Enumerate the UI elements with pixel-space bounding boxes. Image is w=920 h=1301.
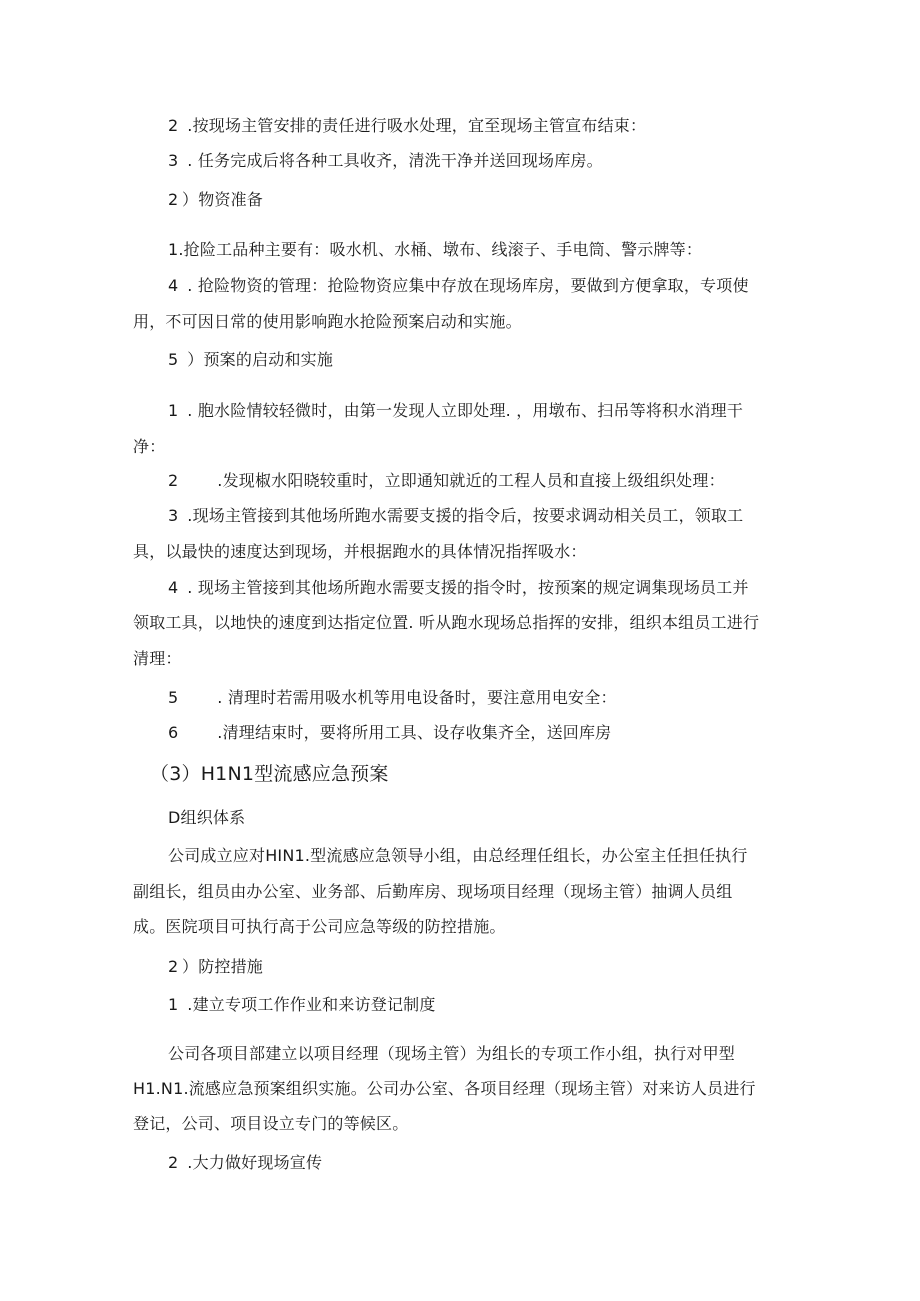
doc-line <box>168 688 828 708</box>
line-text: （3）H1N1型流感应急预案 <box>150 763 389 785</box>
line-text: ）防控措施 <box>182 957 264 976</box>
item-number: 6 <box>168 723 179 742</box>
doc-line-continuation <box>133 312 793 332</box>
section-heading <box>168 808 828 828</box>
line-text: H1.N1.流感应急预案组织实施。公司办公室、各项目经理（现场主管）对来访人员进行 <box>133 1079 756 1098</box>
doc-line <box>168 578 828 598</box>
doc-line-continuation <box>133 613 793 633</box>
section-heading <box>168 350 828 370</box>
item-number: 1 <box>168 995 179 1014</box>
line-text: 登记，公司、项目设立专门的等候区。 <box>133 1114 409 1133</box>
line-text: . 清理时若需用吸水机等用电设备时，要注意用电安全： <box>212 688 617 707</box>
line-text: ）物资准备 <box>182 190 264 209</box>
doc-line <box>168 276 828 296</box>
doc-line-continuation <box>133 882 793 902</box>
item-number: 3 <box>168 151 179 170</box>
section-heading <box>168 957 828 977</box>
line-text: 公司各项目部建立以项目经理（现场主管）为组长的专项工作小组，执行对甲型 <box>168 1044 736 1063</box>
doc-line <box>168 995 828 1015</box>
doc-line <box>168 240 828 260</box>
doc-line-continuation <box>133 437 793 457</box>
doc-line <box>168 116 828 136</box>
line-text: . 任务完成后将各种工具收齐，清洗干净并送回现场库房。 <box>182 151 603 170</box>
section-heading <box>168 190 828 210</box>
doc-line <box>168 846 828 866</box>
line-text: .抢险工品种主要有：吸水机、水桶、墩布、线滚子、手电筒、警示牌等： <box>178 240 703 259</box>
doc-line-continuation <box>133 542 793 562</box>
line-text: . 抢险物资的管理：抢险物资应集中存放在现场库房，要做到方便拿取，专项使 <box>182 276 749 295</box>
item-number: 2 <box>168 190 179 209</box>
doc-line-continuation <box>133 649 793 669</box>
line-text: . 胞水险情较轻微时，由第一发现人立即处理. ，用墩布、扫吊等将积水消理干 <box>182 401 744 420</box>
section-title <box>150 764 810 784</box>
item-number: 3 <box>168 506 179 525</box>
doc-line <box>168 151 828 171</box>
line-text: 净： <box>133 437 166 456</box>
line-text: 公司成立应对HIN1.型流感应急领导小组，由总经理任组长，办公室主任担任执行 <box>168 846 748 865</box>
line-text: 领取工具，以地快的速度到达指定位置. 听从跑水现场总指挥的安排，组织本组员工进行 <box>133 613 760 632</box>
line-text: .清理结束时，要将所用工具、设存收集齐全，送回库房 <box>212 723 612 742</box>
item-number: 2 <box>168 957 179 976</box>
doc-line <box>168 506 828 526</box>
doc-line <box>168 401 828 421</box>
item-number: 5 <box>168 350 179 369</box>
item-number: 4 <box>168 578 179 597</box>
item-number: 2 <box>168 1153 179 1172</box>
line-text: .按现场主管安排的责任进行吸水处理，宜至现场主管宣布结束： <box>182 116 647 135</box>
item-number: 2 <box>168 471 179 490</box>
item-number: 5 <box>168 688 179 707</box>
line-text: .建立专项工作作业和来访登记制度 <box>182 995 436 1014</box>
doc-line <box>168 723 828 743</box>
line-text: D组织体系 <box>168 808 246 827</box>
line-text: 具，以最快的速度达到现场，并根据跑水的具体情况指挥吸水： <box>133 542 587 561</box>
line-text: . 现场主管接到其他场所跑水需要支援的指令时，按预案的规定调集现场员工并 <box>182 578 749 597</box>
line-text: ）预案的启动和实施 <box>182 350 334 369</box>
item-number: 4 <box>168 276 179 295</box>
doc-line-continuation <box>133 1114 793 1134</box>
line-text: 副组长，组员由办公室、业务部、后勤库房、现场项目经理（现场主管）抽调人员组 <box>133 882 733 901</box>
line-text: .现场主管接到其他场所跑水需要支援的指令后，按要求调动相关员工，领取工 <box>182 506 744 525</box>
doc-line-continuation <box>133 1079 793 1099</box>
item-number: 1 <box>168 240 179 259</box>
line-text: .大力做好现场宣传 <box>182 1153 323 1172</box>
item-number: 2 <box>168 116 179 135</box>
doc-line <box>168 1044 828 1064</box>
line-text: 用，不可因日常的使用影响跑水抢险预案启动和实施。 <box>133 312 522 331</box>
line-text: 成。医院项目可执行高于公司应急等级的防控措施。 <box>133 917 506 936</box>
doc-line-continuation <box>133 917 793 937</box>
line-text: .发现椒水阳晓较重时，立即通知就近的工程人员和直接上级组织处理： <box>212 471 725 490</box>
item-number: 1 <box>168 401 179 420</box>
line-text: 清理： <box>133 649 182 668</box>
doc-line <box>168 471 828 491</box>
section-heading <box>168 1153 828 1173</box>
